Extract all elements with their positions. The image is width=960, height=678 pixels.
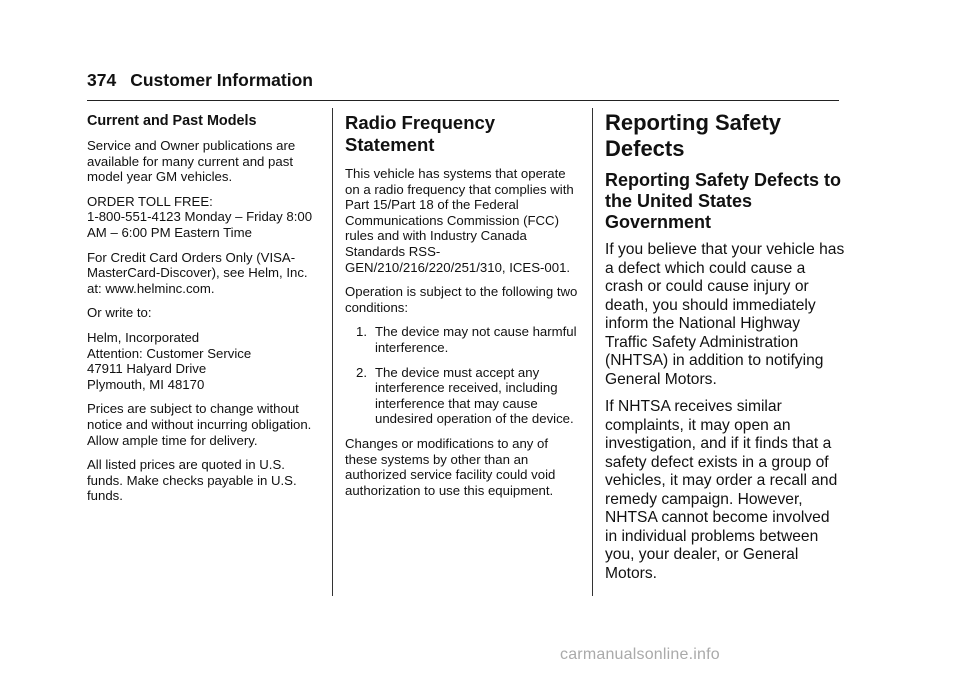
paragraph: Operation is subject to the following two conditions: xyxy=(345,284,578,315)
order-toll-free: ORDER TOLL FREE: 1-800-551-4123 Monday – Friday 8:00 AM – 6:00 PM Eastern Time xyxy=(87,193,313,240)
subheading-us-government: Reporting Safety Defects to the United States Government xyxy=(605,170,842,232)
paragraph: Prices are subject to change without notice and without incurring obligation. Allow ample time for delivery. xyxy=(87,401,312,448)
column-radio-frequency xyxy=(345,108,583,507)
page-header xyxy=(87,68,839,101)
mailing-address: Helm, Incorporated Attention: Customer Service 47911 Halyard Drive Plymouth, MI 48170 xyxy=(87,329,252,392)
paragraph: All listed prices are quoted in U.S. funds. Make checks payable in U.S. funds. xyxy=(87,457,297,504)
list-item xyxy=(345,365,583,427)
column-divider xyxy=(592,108,593,596)
list-text: The device must accept any interference received, including interference that may cause undesired operation of the device. xyxy=(375,364,574,427)
paragraph: This vehicle has systems that operate on a radio frequency that complies with Part 15/Part 18 of the Federal Communications Commission (FCC) rules and with Industry Canada Standards RSS-GEN/210/216/220/251/310, ICES-001. xyxy=(345,166,574,275)
paragraph: If NHTSA receives similar complaints, it may open an investigation, and if it finds that a safety defect exists in a group of vehicles, it may order a recall and remedy campaign. However, NHTSA cannot become involved in individual problems between you, your dealer, or General Motors. xyxy=(605,398,838,582)
heading-current-past-models: Current and Past Models xyxy=(87,113,257,129)
page-number: 374 xyxy=(87,70,117,90)
list-text: The device may not cause harmful interference. xyxy=(375,324,577,355)
heading-reporting-safety-defects: Reporting Safety Defects xyxy=(605,110,782,161)
paragraph: If you believe that your vehicle has a defect which could cause a crash or could cause injury or death, you should immediately inform the National Highway Traffic Safety Administration (NHTSA) in addition to notifying General Motors. xyxy=(605,241,845,388)
paragraph: For Credit Card Orders Only (VISA-MasterCard-Discover), see Helm, Inc. at: www.helminc.com. xyxy=(87,249,308,296)
list-item xyxy=(345,324,583,355)
paragraph: Changes or modifications to any of these systems by other than an authorized service facility could void authorization to use this equipment. xyxy=(345,435,556,498)
watermark: carmanualsonline.info xyxy=(560,646,720,663)
section-title: Customer Information xyxy=(130,70,313,90)
paragraph: Or write to: xyxy=(87,305,152,321)
list-number: 2. xyxy=(356,364,367,380)
heading-radio-frequency: Radio Frequency Statement xyxy=(345,112,496,155)
list-number: 1. xyxy=(356,324,367,340)
column-reporting-safety-defects xyxy=(605,108,845,592)
column-current-past-models xyxy=(87,108,321,513)
column-divider xyxy=(332,108,333,596)
paragraph: Service and Owner publications are available for many current and past model year GM vehicles. xyxy=(87,138,296,185)
